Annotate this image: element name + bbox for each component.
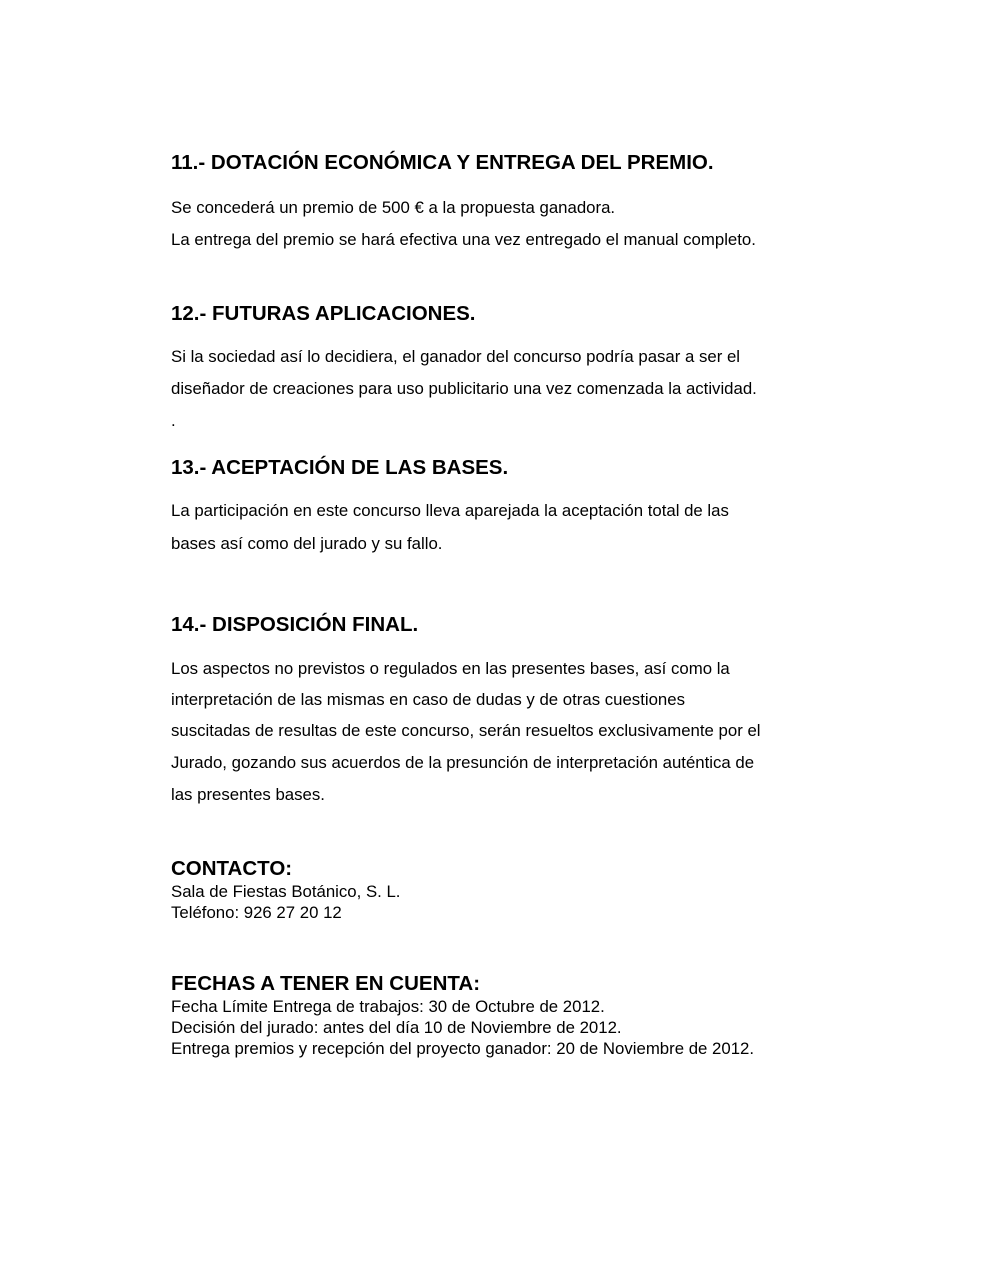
dates-heading: FECHAS A TENER EN CUENTA: <box>171 972 481 995</box>
section-13-line-2: bases así como del jurado y su fallo. <box>171 534 443 553</box>
section-12-line-3: . <box>171 411 176 430</box>
section-13-line-1: La participación en este concurso lleva aparejada la aceptación total de las <box>171 501 729 520</box>
section-14-line-5: las presentes bases. <box>171 785 325 804</box>
dates-line-2: Decisión del jurado: antes del día 10 de Noviembre de 2012. <box>171 1018 622 1037</box>
section-12-heading: 12.- FUTURAS APLICACIONES. <box>171 302 476 325</box>
section-14-line-2: interpretación de las mismas en caso de dudas y de otras cuestiones <box>171 690 685 709</box>
section-11-line-1: Se concederá un premio de 500 € a la propuesta ganadora. <box>171 198 616 217</box>
section-14-line-3: suscitadas de resultas de este concurso, serán resueltos exclusivamente por el <box>171 721 761 740</box>
section-11-line-2: La entrega del premio se hará efectiva una vez entregado el manual completo. <box>171 230 756 249</box>
section-14-heading: 14.- DISPOSICIÓN FINAL. <box>171 613 419 636</box>
section-12-line-1: Si la sociedad así lo decidiera, el ganador del concurso podría pasar a ser el <box>171 347 741 366</box>
contact-heading: CONTACTO: <box>171 857 293 880</box>
contact-name: Sala de Fiestas Botánico, S. L. <box>171 882 401 901</box>
section-11-heading: 11.- DOTACIÓN ECONÓMICA Y ENTREGA DEL PREMIO. <box>171 151 714 174</box>
section-13-heading: 13.- ACEPTACIÓN DE LAS BASES. <box>171 456 509 479</box>
section-14-line-4: Jurado, gozando sus acuerdos de la presunción de interpretación auténtica de <box>171 753 755 772</box>
dates-line-1: Fecha Límite Entrega de trabajos: 30 de Octubre de 2012. <box>171 997 605 1016</box>
dates-line-3: Entrega premios y recepción del proyecto ganador: 20 de Noviembre de 2012. <box>171 1039 755 1058</box>
contact-phone: Teléfono: 926 27 20 12 <box>171 903 342 922</box>
section-12-line-2: diseñador de creaciones para uso publicitario una vez comenzada la actividad. <box>171 379 757 398</box>
section-14-line-1: Los aspectos no previstos o regulados en las presentes bases, así como la <box>171 659 730 678</box>
